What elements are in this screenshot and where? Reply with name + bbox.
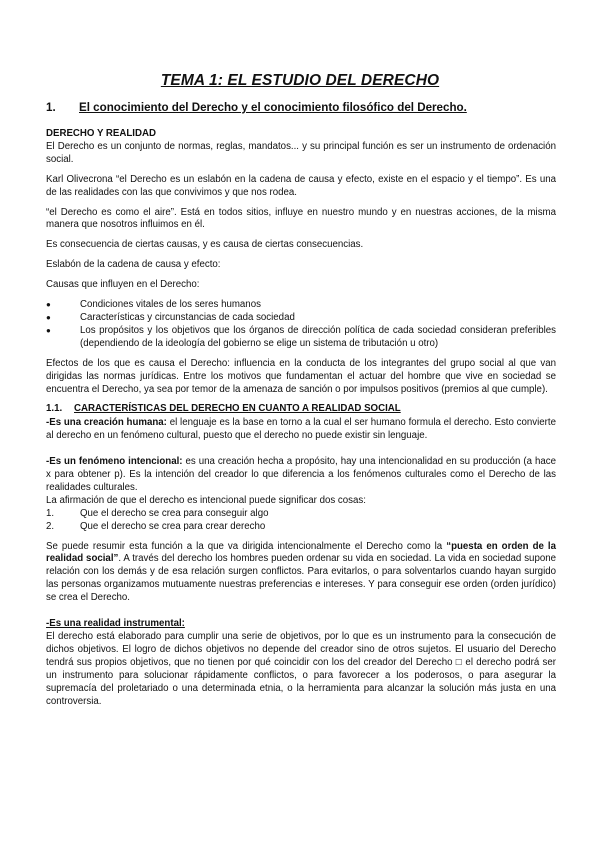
paragraph-creacion-humana	[46, 417, 556, 443]
section-1-title: El conocimiento del Derecho y el conocimiento filosófico del Derecho.	[79, 101, 467, 114]
text: Se puede resumir esta función a la que va dirigida intencionalmente el Derecho como la	[46, 540, 447, 552]
paragraph-realidad-instrumental	[46, 618, 556, 708]
paragraph: Karl Olivecrona “el Derecho es un eslabón en la cadena de causa y efecto, existe en el espacio y el tiempo”. Es una de las realidades con las que convivimos y que nos rodea.	[46, 173, 556, 198]
intencional-list	[46, 508, 556, 534]
list-number: 1.	[46, 507, 55, 519]
causes-list	[46, 299, 556, 351]
intencional-intro: La afirmación de que el derecho es intencional puede significar dos cosas:	[46, 494, 366, 506]
label-fenomeno-intencional: -Es un fenómeno intencional:	[46, 456, 183, 468]
document-title: TEMA 1: EL ESTUDIO DEL DERECHO	[160, 72, 440, 89]
list-item	[46, 521, 556, 534]
bold-quote: “puesta en orden de la realidad social”	[46, 540, 557, 565]
section-1-heading	[46, 101, 467, 114]
text: . A través del derecho los hombres pueden ordenar su vida en sociedad. La vida en sociedad supone relación con los demás y de esa relación surgen conflictos. Para evitarlos, o para solventarlos cuando hayan surgido las personas organizamos mutuamente nuestras preferencias e intereses. Y para conseguir ese orden (orden jurídico) se crea el Derecho.	[46, 553, 556, 604]
paragraph-puesta-en-orden	[46, 541, 556, 606]
list-text: Que el derecho se crea para conseguir algo	[80, 507, 269, 519]
paragraph: “el Derecho es como el aire”. Está en todos sitios, influye en nuestro mundo y en nuestras acciones, de la misma manera que nosotros influimos en él.	[46, 206, 556, 231]
paragraph: Eslabón de la cadena de causa y efecto:	[46, 259, 221, 271]
list-text: Que el derecho se crea para crear derecho	[80, 520, 266, 532]
subheading-derecho-realidad: DERECHO Y REALIDAD	[46, 128, 156, 139]
section-1-number: 1.	[46, 101, 56, 114]
paragraph: Es consecuencia de ciertas causas, y es causa de ciertas consecuencias.	[46, 239, 364, 251]
text-fenomeno-intencional: es una creación hecha a propósito, hay una intencionalidad en su producción (a hace x para obtener p). Es la intención del creador lo que diferencia a los fenómenos culturales como el Derecho de las realidades culturales.	[46, 456, 556, 493]
paragraph-fenomeno-intencional	[46, 456, 556, 495]
section-1-1-number: 1.1.	[46, 403, 63, 415]
paragraph: Causas que influyen en el Derecho:	[46, 279, 200, 291]
paragraph: Efectos de los que es causa el Derecho: influencia en la conducta de los integrantes del grupo social al que van dirigidas las normas jurídicas. Entre los motivos que fundamentan el actuar del hombre que vive en sociedad se encuentra el Derecho, ya sea por temor de la amenaza de sanción o por impulsos positivos (premios al que cumple).	[46, 357, 556, 395]
list-item	[46, 508, 556, 521]
list-item: ● Características y circunstancias de cada sociedad	[46, 312, 556, 325]
text-creacion-humana: el lenguaje es la base en torno a la cual el ser humano formula el derecho. Esto convierte al derecho en un fenómeno cultural, puesto que el derecho no puede existir sin lenguaje.	[46, 417, 556, 442]
section-1-1-heading	[46, 403, 556, 416]
section-1-1-title: CARACTERÍSTICAS DEL DERECHO EN CUANTO A REALIDAD SOCIAL	[74, 403, 401, 415]
text-realidad-instrumental: El derecho está elaborado para cumplir una serie de objetivos, por lo que es un instrumento para la consecución de dichos objetivos. El logro de dichos objetivos no depende del creador sino de otros sujetos. El usuario del Derecho tendrá sus propios objetivos, que no tienen por qué coincidir con los del creador del Derecho □ el derecho podrá ser un instrumento para solucionar rápidamente conflictos, o para favorecer a los poderosos, o para asegurar la supremacía del proletariado o una determinada etnia, o la herramienta para alcanzar la solución más justa en una controversia.	[46, 631, 556, 707]
document-body	[46, 128, 556, 708]
label-creacion-humana: -Es una creación humana:	[46, 417, 167, 429]
paragraph: El Derecho es un conjunto de normas, reglas, mandatos... y su principal función es ser un instrumento de ordenación social.	[46, 140, 556, 165]
list-number: 2.	[46, 520, 55, 532]
label-realidad-instrumental: -Es una realidad instrumental:	[46, 618, 185, 630]
list-item: ● Los propósitos y los objetivos que los órganos de dirección política de cada sociedad consideran preferibles (dependiendo de la ideología del gobierno se elige un sistema de tributación u otro)	[46, 325, 556, 351]
list-item: ● Condiciones vitales de los seres humanos	[46, 299, 556, 312]
